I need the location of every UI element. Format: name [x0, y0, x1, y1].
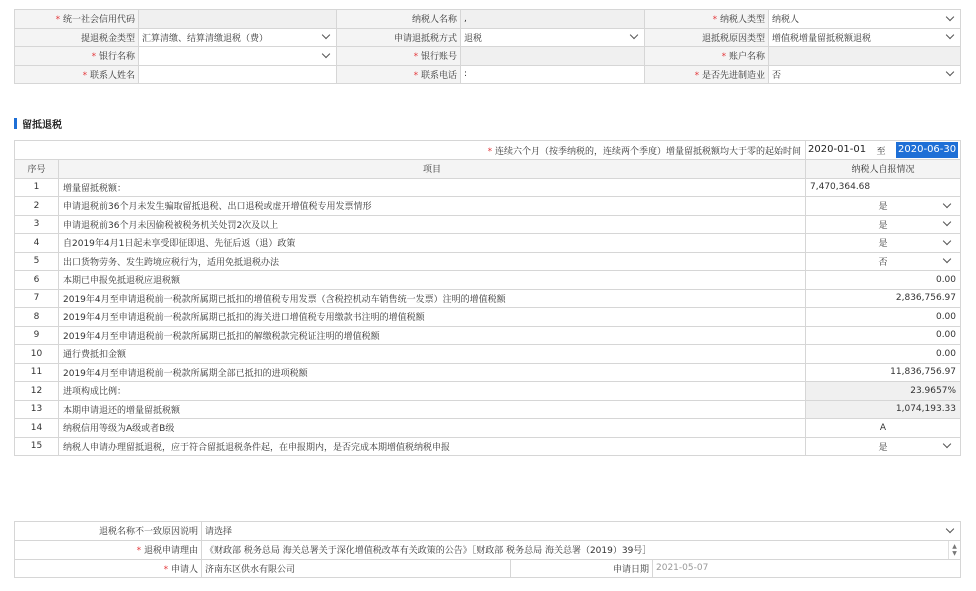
mismatch-reason-select[interactable]: 请选择: [202, 522, 961, 541]
row-item: 进项构成比例：: [59, 382, 806, 401]
row-item: 申请退税前36个月未因偷税被税务机关处罚2次及以上: [59, 215, 806, 234]
period-dates: [806, 141, 961, 160]
chevron-down-icon: [943, 237, 951, 245]
refund-type-label: 提退税金类型: [15, 28, 139, 47]
bank-account-label: * 银行账号: [337, 47, 461, 66]
row-no: 2: [15, 197, 59, 216]
row-no: 15: [15, 437, 59, 456]
row-select[interactable]: 是: [806, 215, 961, 234]
table-row: [15, 363, 961, 382]
account-name-label: * 账户名称: [645, 47, 769, 66]
row-select[interactable]: 是: [806, 234, 961, 253]
period-label: * 连续六个月（按季纳税的，连续两个季度）增量留抵税额均大于零的起始时间: [15, 141, 806, 160]
refund-type-select[interactable]: 汇算清缴、结算清缴退税（费）: [139, 28, 337, 47]
contact-phone-input[interactable]: :: [461, 65, 645, 84]
chevron-down-icon: [946, 68, 954, 76]
applicant-input[interactable]: 济南东区供水有限公司: [202, 559, 511, 578]
row-value: 1,074,193.33: [806, 400, 961, 419]
row-no: 9: [15, 326, 59, 345]
row-select[interactable]: 是: [806, 197, 961, 216]
scroll-up-icon[interactable]: ▲: [952, 542, 957, 550]
row-item: 本期申请退还的增量留抵税额: [59, 400, 806, 419]
row-no: 1: [15, 178, 59, 197]
table-row: [15, 419, 961, 438]
row-value: 2,836,756.97: [806, 289, 961, 308]
table-header: [15, 160, 961, 179]
table-row: [15, 400, 961, 419]
row-no: 10: [15, 345, 59, 364]
refund-detail-table: [14, 140, 961, 456]
refund-method-select[interactable]: 退税: [461, 28, 645, 47]
row-no: 5: [15, 252, 59, 271]
row-no: 4: [15, 234, 59, 253]
chevron-down-icon: [943, 218, 951, 226]
row-no: 3: [15, 215, 59, 234]
chevron-down-icon: [630, 31, 638, 39]
row-item: 2019年4月至申请退税前一税款所属期已抵扣的增值税专用发票（含税控机动车销售统一发票）注明的增值税额: [59, 289, 806, 308]
contact-name-label: * 联系人姓名: [15, 65, 139, 84]
table-row: [15, 308, 961, 327]
section-marker: [14, 118, 17, 129]
taxpayer-name-label: 纳税人名称: [337, 10, 461, 29]
period-row: [15, 141, 961, 160]
row-item: 纳税信用等级为A级或者B级: [59, 419, 806, 438]
table-row: [15, 437, 961, 456]
table-row: [15, 178, 961, 197]
textarea-scrollbar[interactable]: [948, 541, 960, 559]
row-value: 7,470,364.68: [806, 178, 961, 197]
scroll-down-icon[interactable]: ▼: [952, 549, 957, 557]
apply-date-label: 申请日期: [511, 559, 653, 578]
account-name-field: [769, 47, 961, 66]
table-row: [15, 252, 961, 271]
credit-code-field: [139, 10, 337, 29]
advanced-mfg-label: * 是否先进制造业: [645, 65, 769, 84]
application-form: [14, 521, 961, 578]
applicant-label: * 申请人: [15, 559, 202, 578]
advanced-mfg-select[interactable]: 否: [769, 65, 961, 84]
row-item: 本期已申报免抵退税应退税额: [59, 271, 806, 290]
row-select[interactable]: 否: [806, 252, 961, 271]
row-value: 0.00: [806, 308, 961, 327]
col-report-header: 纳税人自报情况: [806, 160, 961, 179]
chevron-down-icon: [943, 200, 951, 208]
bank-name-select[interactable]: [139, 47, 337, 66]
mismatch-reason-label: 退税名称不一致原因说明: [15, 522, 202, 541]
row-no: 11: [15, 363, 59, 382]
period-end-input[interactable]: 2020-06-30: [896, 142, 958, 158]
period-start-input[interactable]: 2020-01-01: [808, 144, 867, 155]
table-row: [15, 215, 961, 234]
row-no: 14: [15, 419, 59, 438]
chevron-down-icon: [943, 440, 951, 448]
row-no: 12: [15, 382, 59, 401]
table-row: [15, 197, 961, 216]
apply-date-field: 2021-05-07: [653, 559, 961, 578]
chevron-down-icon: [946, 31, 954, 39]
table-row: [15, 345, 961, 364]
row-no: 13: [15, 400, 59, 419]
chevron-down-icon: [322, 31, 330, 39]
section-title-text: 留抵退税: [22, 119, 62, 131]
refund-reason-textarea[interactable]: 《财政部 税务总局 海关总署关于深化增值税改革有关政策的公告》［财政部 税务总局 海关总署（2019）39号］ ▲ ▼: [202, 540, 961, 559]
row-value: 11,836,756.97: [806, 363, 961, 382]
row-item: 2019年4月至申请退税前一税款所属期已抵扣的海关进口增值税专用缴款书注明的增值税额: [59, 308, 806, 327]
table-row: [15, 382, 961, 401]
row-no: 8: [15, 308, 59, 327]
table-row: [15, 289, 961, 308]
section-title: [14, 117, 62, 129]
row-no: 7: [15, 289, 59, 308]
chevron-down-icon: [946, 525, 954, 533]
taxpayer-type-select[interactable]: 纳税人: [769, 10, 961, 29]
bank-account-field: [461, 47, 645, 66]
row-value: 0.00: [806, 345, 961, 364]
row-item: 通行费抵扣金额: [59, 345, 806, 364]
contact-name-input[interactable]: [139, 65, 337, 84]
refund-reason-label: * 退税申请理由: [15, 540, 202, 559]
contact-phone-label: * 联系电话: [337, 65, 461, 84]
row-item: 2019年4月至申请退税前一税款所属期全部已抵扣的进项税额: [59, 363, 806, 382]
row-item: 纳税人申请办理留抵退税，应于符合留抵退税条件起，在申报期内，是否完成本期增值税纳税申报: [59, 437, 806, 456]
table-row: [15, 271, 961, 290]
row-value: 23.9657%: [806, 382, 961, 401]
chevron-down-icon: [946, 13, 954, 21]
reason-type-label: 退抵税原因类型: [645, 28, 769, 47]
reason-type-select[interactable]: 增值税增量留抵税额退税: [769, 28, 961, 47]
chevron-down-icon: [943, 255, 951, 263]
row-select[interactable]: 是: [806, 437, 961, 456]
row-value: 0.00: [806, 326, 961, 345]
credit-code-label: * 统一社会信用代码: [15, 10, 139, 29]
row-value: 0.00: [806, 271, 961, 290]
row-no: 6: [15, 271, 59, 290]
row-value: A: [806, 419, 961, 438]
table-row: [15, 326, 961, 345]
col-item-header: 项目: [59, 160, 806, 179]
row-item: 出口货物劳务、发生跨境应税行为，适用免抵退税办法: [59, 252, 806, 271]
table-row: [15, 234, 961, 253]
period-to-label: 至: [876, 146, 886, 157]
row-item: 增量留抵税额：: [59, 178, 806, 197]
col-no-header: 序号: [15, 160, 59, 179]
refund-method-label: 申请退抵税方式: [337, 28, 461, 47]
row-item: 申请退税前36个月未发生骗取留抵退税、出口退税或虚开增值税专用发票情形: [59, 197, 806, 216]
row-item: 2019年4月至申请退税前一税款所属期已抵扣的解缴税款完税证注明的增值税额: [59, 326, 806, 345]
chevron-down-icon: [322, 50, 330, 58]
bank-name-label: * 银行名称: [15, 47, 139, 66]
taxpayer-name-field: ,: [461, 10, 645, 29]
row-item: 自2019年4月1日起未享受即征即退、先征后返（退）政策: [59, 234, 806, 253]
taxpayer-info-form: [14, 9, 961, 84]
taxpayer-type-label: * 纳税人类型: [645, 10, 769, 29]
